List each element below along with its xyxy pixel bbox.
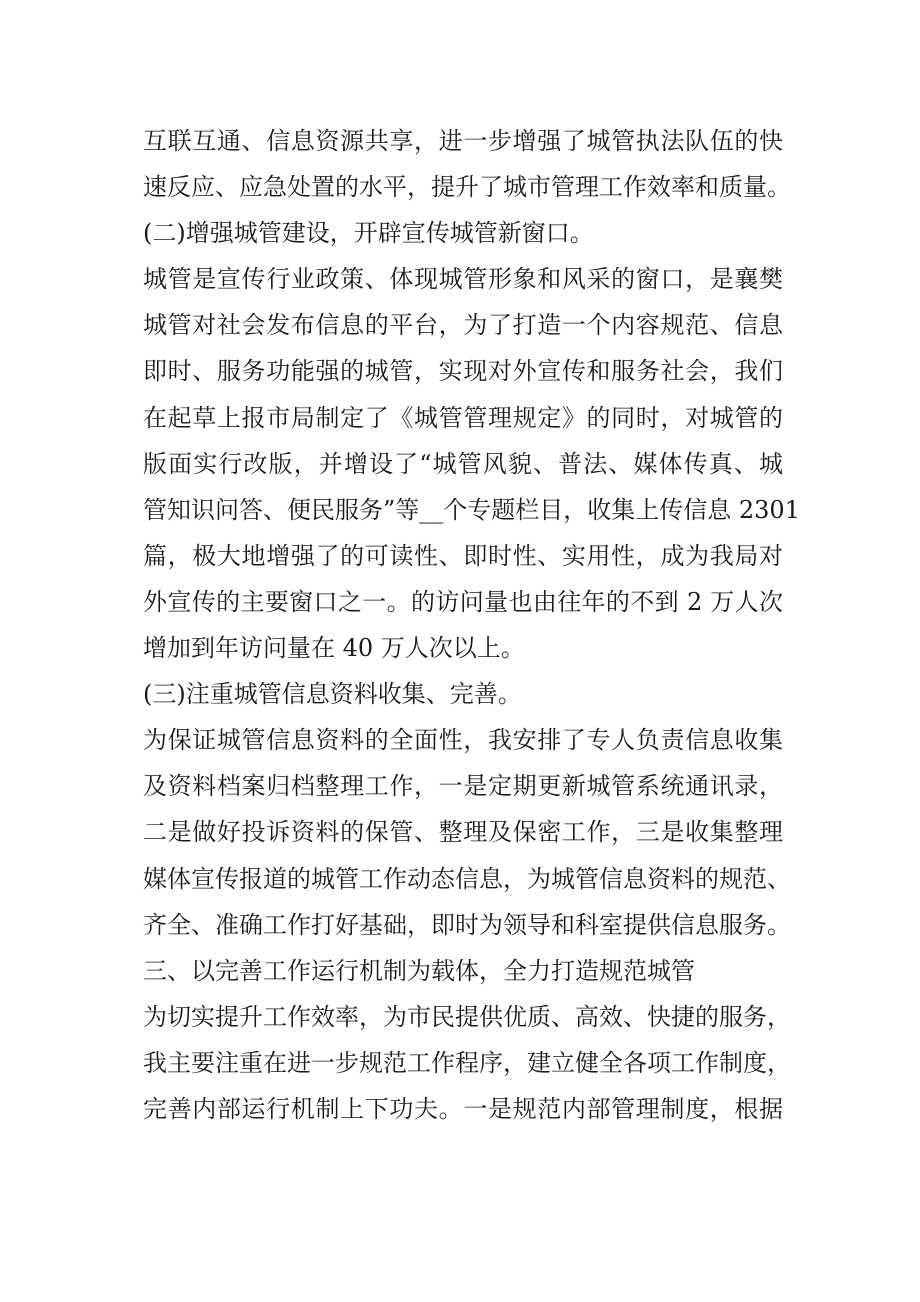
paragraph-line: 在起草上报市局制定了《城管管理规定》的同时，对城管的: [143, 403, 783, 432]
paragraph-line: 管知识问答、便民服务”等__个专题栏目，收集上传信息 2301: [143, 495, 800, 524]
paragraph-line: 外宣传的主要窗口之一。的访问量也由往年的不到 2 万人次: [143, 587, 783, 616]
paragraph-line: 速反应、应急处置的水平，提升了城市管理工作效率和质量。: [143, 173, 791, 202]
paragraph-line: 为保证城管信息资料的全面性，我安排了专人负责信息收集: [143, 726, 783, 755]
paragraph-line: 增加到年访问量在 40 万人次以上。: [143, 634, 525, 663]
document-body: [143, 118, 800, 1132]
paragraph-line: 城管对社会发布信息的平台，为了打造一个内容规范、信息: [143, 311, 783, 340]
paragraph-line: 齐全、准确工作打好基础，即时为领导和科室提供信息服务。: [143, 910, 791, 939]
section-heading: (二)增强城管建设，开辟宣传城管新窗口。: [143, 219, 594, 248]
section-heading: (三)注重城管信息资料收集、完善。: [143, 680, 522, 709]
paragraph-line: 城管是宣传行业政策、体现城管形象和风采的窗口，是襄樊: [143, 265, 783, 294]
paragraph-line: 互联互通、信息资源共享，进一步增强了城管执法队伍的快: [143, 127, 783, 155]
paragraph-line: 我主要注重在进一步规范工作程序，建立健全各项工作制度，: [143, 1048, 791, 1077]
section-heading: 三、以完善工作运行机制为载体，全力打造规范城管: [143, 956, 695, 985]
paragraph-line: 为切实提升工作效率，为市民提供优质、高效、快捷的服务，: [143, 1002, 791, 1031]
paragraph-line: 篇，极大地增强了的可读性、即时性、实用性，成为我局对: [143, 541, 783, 570]
paragraph-line: 版面实行改版，并增设了“城管风貌、普法、媒体传真、城: [143, 449, 783, 478]
paragraph-line: 二是做好投诉资料的保管、整理及保密工作，三是收集整理: [143, 818, 783, 847]
paragraph-line: 完善内部运行机制上下功夫。一是规范内部管理制度，根据: [143, 1094, 783, 1123]
paragraph-line: 即时、服务功能强的城管，实现对外宣传和服务社会，我们: [143, 357, 783, 386]
paragraph-line: 及资料档案归档整理工作，一是定期更新城管系统通讯录，: [143, 772, 783, 801]
paragraph-line: 媒体宣传报道的城管工作动态信息，为城管信息资料的规范、: [143, 864, 791, 893]
